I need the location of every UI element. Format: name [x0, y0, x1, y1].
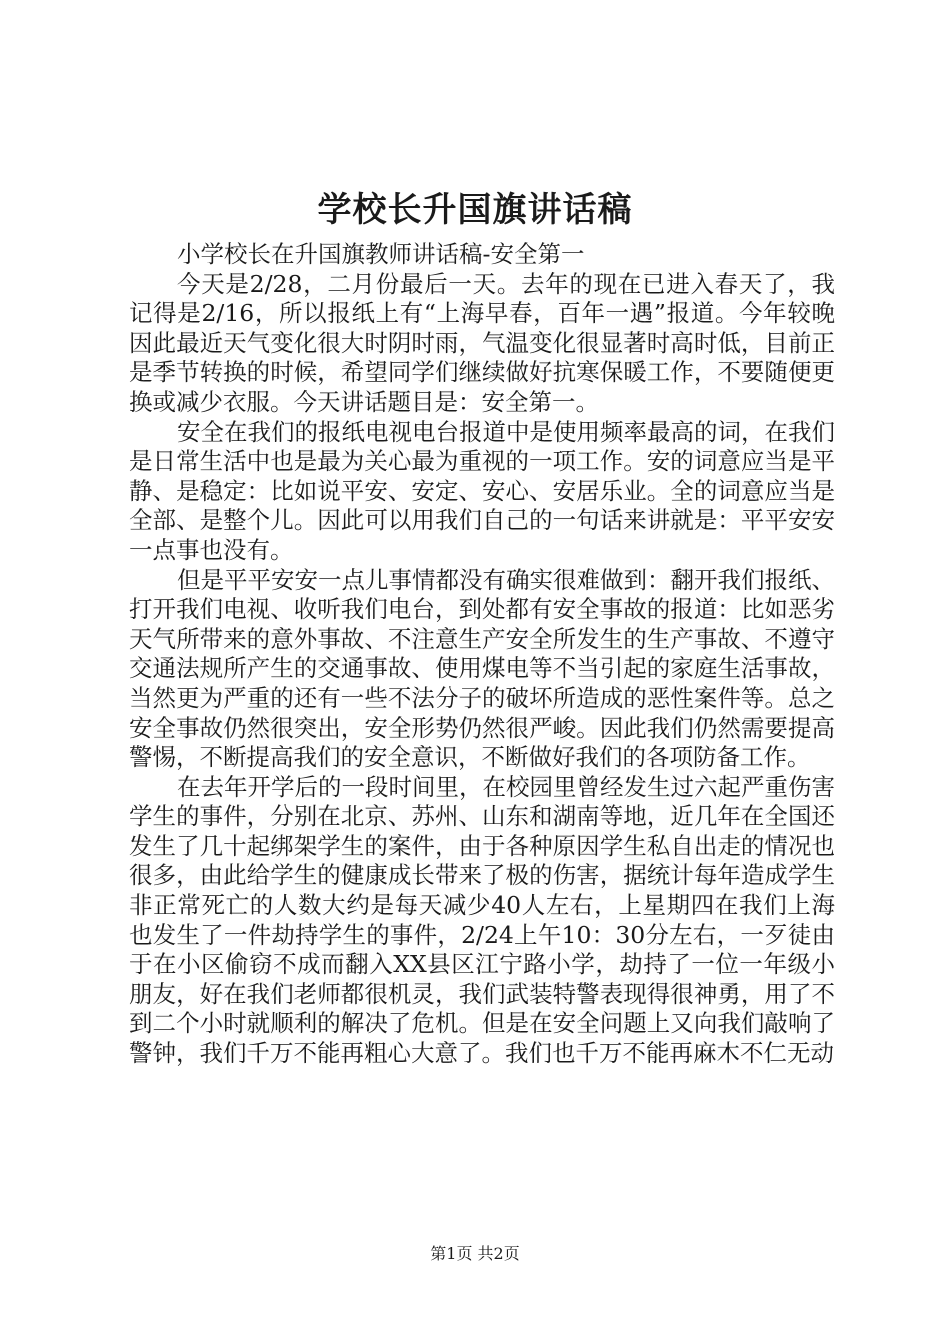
document-subtitle: 小学校长在升国旗教师讲话稿-安全第一: [177, 240, 585, 268]
page-footer: 第1页 共2页: [430, 1244, 520, 1263]
document-title: 学校长升国旗讲话稿: [317, 190, 633, 230]
paragraph-2: 安全在我们的报纸电视电台报道中是使用频率最高的词，在我们是日常生活中也是最为关心最为重视的一项工作。安的词意应当是平静、是稳定：比如说平安、安定、安心、安居乐业。全的词意应当是全部、是整个儿。因此可以用我们自己的一句话来讲就是：平平安安一点事也没有。: [129, 417, 835, 564]
paragraph-4: 在去年开学后的一段时间里，在校园里曾经发生过六起严重伤害学生的事件，分别在北京、苏州、山东和湖南等地，近几年在全国还发生了几十起绑架学生的案件，由于各种原因学生私自出走的情况也很多，由此给学生的健康成长带来了极的伤害，据统计每年造成学生非正常死亡的人数大约是每天减少40人左右，上星期四在我们上海也发生了一件劫持学生的事件，2/24上午10：30分左右，一歹徒由于在小区偷窃不成而翻入XX县区江宁路小学，劫持了一位一年级小朋友，好在我们老师都很机灵，我们武装特警表现得很神勇，用了不到二个小时就顺利的解决了危机。但是在安全问题上又向我们敲响了警钟，我们千万不能再粗心大意了。我们也千万不能再麻木不仁无动: [129, 772, 835, 1068]
paragraph-3: 但是平平安安一点儿事情都没有确实很难做到：翻开我们报纸、打开我们电视、收听我们电台，到处都有安全事故的报道：比如恶劣天气所带来的意外事故、不注意生产安全所发生的生产事故、不遵守交通法规所产生的交通事故、使用煤电等不当引起的家庭生活事故，当然更为严重的还有一些不法分子的破坏所造成的恶性案件等。总之安全事故仍然很突出，安全形势仍然很严峻。因此我们仍然需要提高警惕，不断提高我们的安全意识，不断做好我们的各项防备工作。: [129, 565, 835, 772]
paragraph-1: 今天是2/28，二月份最后一天。去年的现在已进入春天了，我记得是2/16，所以报纸上有“上海早春，百年一遇”报道。今年较晚因此最近天气变化很大时阴时雨，气温变化很显著时高时低，目前正是季节转换的时候，希望同学们继续做好抗寒保暖工作，不要随便更换或减少衣服。今天讲话题目是：安全第一。: [129, 269, 835, 416]
document-body: [129, 240, 835, 1069]
